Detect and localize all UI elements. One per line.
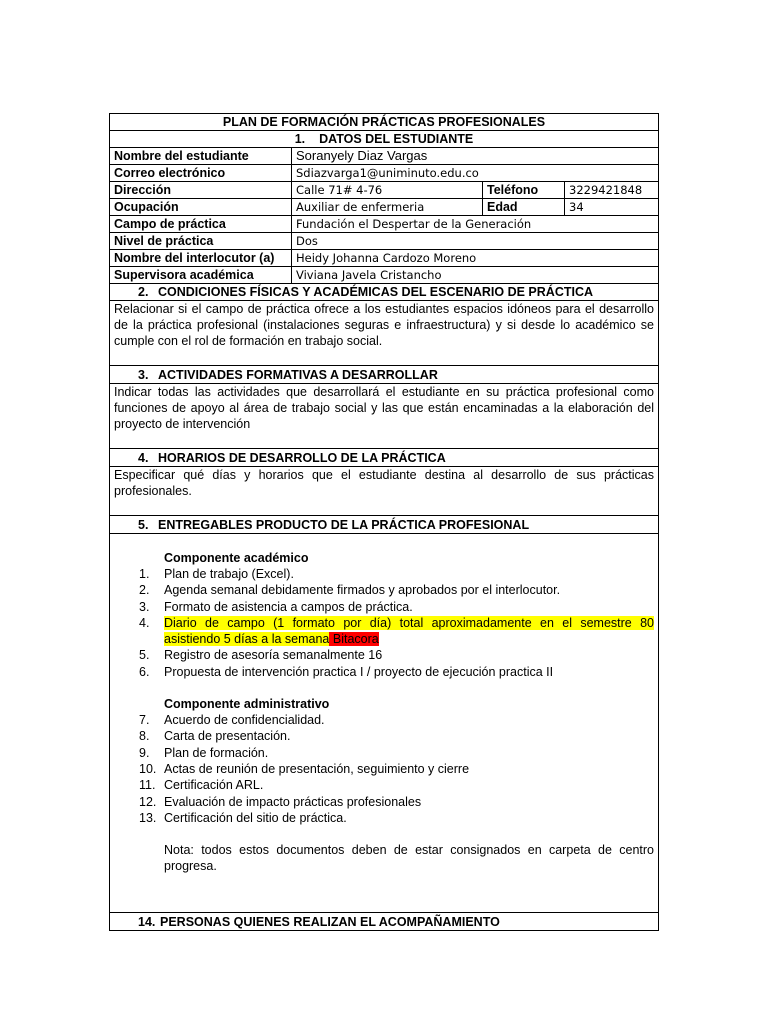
interlocutor-label: Nombre del interlocutor (a) (110, 250, 292, 267)
section-4-header (110, 449, 659, 467)
section-2-number: 2. (138, 285, 149, 299)
section-5-body (110, 534, 659, 913)
telefono-value: 3229421848 (565, 182, 659, 199)
list-item: 5. Registro de asesoría semanalmente 16 (139, 648, 383, 663)
section-4-title: HORARIOS DE DESARROLLO DE LA PRÁCTICA (158, 451, 446, 465)
list-item: 13. Certificación del sitio de práctica. (139, 810, 347, 825)
list-item: 9. Plan de formación. (139, 745, 269, 760)
section-5-header (110, 516, 659, 534)
interlocutor-value: Heidy Johanna Cardozo Moreno (292, 250, 659, 267)
nivel-label: Nivel de práctica (110, 233, 292, 250)
correo-label: Correo electrónico (110, 165, 292, 182)
section-3-title: ACTIVIDADES FORMATIVAS A DESARROLLAR (158, 368, 438, 382)
admin-list (114, 712, 654, 826)
list-item: 3. Formato de asistencia a campos de práctica. (139, 599, 413, 614)
supervisora-value: Viviana Javela Cristancho (292, 267, 659, 284)
direccion-value: Calle 71# 4-76 (292, 182, 483, 199)
section-3-number: 3. (138, 368, 149, 382)
supervisora-label: Supervisora académica (110, 267, 292, 284)
academico-title: Componente académico (164, 551, 309, 565)
list-item: 12. Evaluación de impacto prácticas profesionales (139, 794, 422, 809)
edad-label: Edad (483, 199, 565, 216)
section-1-title: DATOS DEL ESTUDIANTE (319, 132, 474, 146)
nivel-value: Dos (292, 233, 659, 250)
edad-value: 34 (565, 199, 659, 216)
direccion-label: Dirección (110, 182, 292, 199)
ocupacion-label: Ocupación (110, 199, 292, 216)
section-5-number: 5. (138, 518, 149, 532)
section-1-header (110, 131, 659, 148)
campo-label: Campo de práctica (110, 216, 292, 233)
section-2-header (110, 284, 659, 301)
admin-title: Componente administrativo (164, 697, 330, 712)
section-4-number: 4. (138, 451, 149, 465)
list-item: 1. Plan de trabajo (Excel). (139, 567, 294, 581)
plan-table (109, 113, 659, 931)
section-3-text: Indicar todas las actividades que desarrollará el estudiante en su práctica profesional como funciones de apoyo al área de trabajo social y las que están encaminadas a la elaboración del proyecto de intervención (110, 384, 659, 449)
telefono-label: Teléfono (483, 182, 565, 199)
list-item: 10. Actas de reunión de presentación, seguimiento y cierre (139, 761, 470, 776)
section-3-header (110, 366, 659, 384)
list-item-highlighted: 4. Diario de campo (1 formato por día) total aproximadamente en el semestre 80 asistiendo 5 días a la semana Bitacora (139, 615, 654, 647)
section-4-text: Especificar qué días y horarios que el estudiante destina al desarrollo de sus prácticas profesionales. (110, 467, 659, 516)
nota-text: Nota: todos estos documentos deben de estar consignados en carpeta de centro progresa. (164, 843, 654, 874)
section-5-title: ENTREGABLES PRODUCTO DE LA PRÁCTICA PROFESIONAL (158, 518, 530, 532)
list-item: 6. Propuesta de intervención practica I / proyecto de ejecución practica II (139, 664, 554, 679)
nombre-label: Nombre del estudiante (110, 148, 292, 165)
list-item: 7. Acuerdo de confidencialidad. (139, 713, 325, 728)
page-title: PLAN DE FORMACIÓN PRÁCTICAS PROFESIONALES (110, 114, 659, 131)
section-2-title: CONDICIONES FÍSICAS Y ACADÉMICAS DEL ESCENARIO DE PRÁCTICA (158, 285, 594, 299)
section-1-number: 1. (294, 132, 306, 146)
document (109, 113, 658, 931)
section-14-title: PERSONAS QUIENES REALIZAN EL ACOMPAÑAMIENTO (160, 915, 500, 929)
list-item: 2. Agenda semanal debidamente firmados y aprobados por el interlocutor. (139, 583, 561, 598)
bitacora-highlight: Bitacora (329, 632, 379, 647)
nombre-value: Soranyely Diaz Vargas (292, 148, 659, 165)
list-item: 8. Carta de presentación. (139, 729, 291, 744)
section-2-text: Relacionar si el campo de práctica ofrece a los estudiantes espacios idóneos para el desarrollo de la práctica profesional (instalaciones seguras e infraestructura) y si desde lo académico se cumple con el rol de formación en trabajo social. (110, 301, 659, 366)
ocupacion-value: Auxiliar de enfermeria (292, 199, 483, 216)
section-14-header (110, 913, 659, 931)
section-14-number: 14. (138, 915, 156, 929)
highlighted-text: Diario de campo (1 formato por día) total aproximadamente en el semestre 80 asistiendo 5 días a la semana (164, 615, 654, 647)
academico-list (114, 566, 654, 680)
list-item: 11. Certificación ARL. (139, 778, 264, 793)
correo-value: Sdiazvarga1@uniminuto.edu.co (292, 165, 659, 182)
campo-value: Fundación el Despertar de la Generación (292, 216, 659, 233)
